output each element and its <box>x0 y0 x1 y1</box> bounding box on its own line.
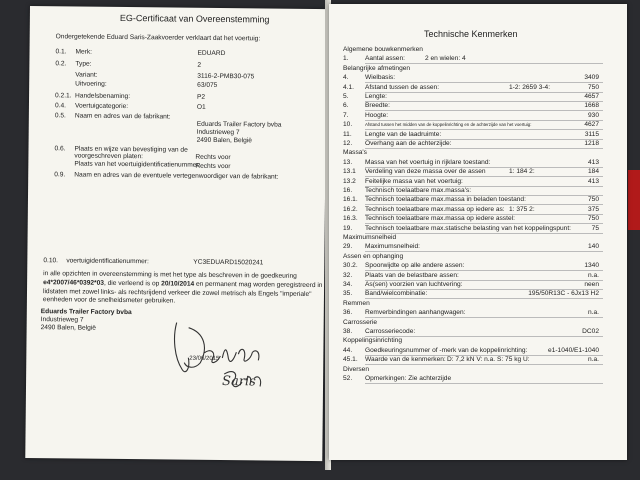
row-detail: 1-2: 2659 3-4: <box>509 83 551 91</box>
row-value: 930 <box>587 111 599 119</box>
row-number: 35. <box>343 290 353 298</box>
background-object <box>628 170 640 230</box>
row-value: n.a. <box>588 309 599 317</box>
row-value: 75 <box>591 224 599 232</box>
row-value: n.a. <box>588 271 599 279</box>
row-label: Afstand tussen het midden van de koppelinrichting en de achterzijde van het voertuig: <box>365 122 532 128</box>
row-label: Aantal assen: <box>365 55 405 63</box>
row-detail: 1: 184 2: <box>509 168 535 176</box>
row-label: Technisch toelaatbare max.massa op iedere as: <box>365 205 505 213</box>
field-value: P2 <box>197 93 206 101</box>
field-label: Voertuigcategorie: <box>74 102 129 111</box>
row-label: Band/wielcombinatie: <box>365 290 428 298</box>
row-number: 29. <box>343 243 353 251</box>
field-value: 63/075 <box>197 81 218 89</box>
row-number: 11. <box>343 130 352 138</box>
row-number: 4. <box>343 74 349 82</box>
dotted-rule <box>365 364 603 365</box>
row-label: Lengte van de laadruimte: <box>365 130 442 138</box>
row-value: 750 <box>587 215 599 223</box>
row-label: Opmerkingen: Zie achterzijde <box>365 375 452 382</box>
row-number: 19. <box>343 224 353 232</box>
field-value: Rechts voor <box>195 153 231 162</box>
section-heading: Carrosserie <box>343 318 378 326</box>
row-value: 750 <box>587 196 599 204</box>
row-value: neen <box>584 281 599 288</box>
row-detail: 1: 375 2: <box>509 205 535 213</box>
field-label: Naam en adres van de fabrikant: <box>74 112 171 121</box>
conformity-text: e4*2007/46*0392*03, die verleend is op 20/10/2014 en permanent mag worden geregistreerd in <box>43 279 323 290</box>
row-label: Technisch toelaatbare max.massa in beladen toestand: <box>365 196 526 204</box>
field-value: Eduards Trailer Factory bvba <box>196 120 282 129</box>
field-label: Merk: <box>75 48 93 56</box>
row-number: 13. <box>343 158 353 166</box>
row-label: Wielbasis: <box>365 74 396 82</box>
manufacturer-address-line1: Industrieweg 7 <box>196 128 240 137</box>
field-value: EDUARD <box>197 49 226 58</box>
certificate-page-left <box>25 6 327 461</box>
row-value: 1340 <box>584 262 599 270</box>
row-value: 750 <box>587 83 599 91</box>
row-number: 32. <box>343 271 353 279</box>
row-number: 4.1. <box>343 83 354 91</box>
row-number: 38. <box>343 328 353 335</box>
handwritten-signature <box>164 307 275 398</box>
conformity-text: eenheden voor de snelheidsmeter gebruiken. <box>42 296 176 305</box>
row-number: 36. <box>343 309 353 317</box>
certificate-page-right <box>329 4 627 460</box>
row-number: 44. <box>343 346 353 354</box>
row-detail: 2 en wielen: 4 <box>425 55 466 63</box>
field-label: Handelsbenaming: <box>75 92 131 101</box>
row-label: Hoogte: <box>365 111 389 119</box>
row-number: 1. <box>343 55 349 63</box>
row-label: Remverbindingen aanhangwagen: <box>365 309 466 317</box>
row-label: Plaats van de belastbare assen: <box>365 271 459 279</box>
row-label: Goedkeuringsnummer of -merk van de koppelinrichting: <box>365 346 528 354</box>
row-value: e1-1040/E1-1040 <box>548 346 599 354</box>
row-number: 52. <box>343 375 353 382</box>
row-value: 413 <box>587 177 599 185</box>
row-number: 16.3. <box>343 215 358 223</box>
field-number: 0.10. <box>43 257 59 265</box>
row-detail: D: 7,2 kN V: n.a. S: 75 kg U: <box>447 356 530 364</box>
signatory-address-line1: Industrieweg 7 <box>40 316 84 324</box>
dotted-rule <box>365 101 603 102</box>
manufacturer-address-line2: 2490 Balen, België <box>196 136 252 145</box>
field-number: 0.9. <box>54 171 66 179</box>
field-number: 0.5. <box>54 112 66 120</box>
row-label: Feitelijke massa van het voertuig: <box>365 177 463 185</box>
signature-date: 23/06/2015 <box>189 355 220 363</box>
field-label: Naam en adres van de eventuele vertegenwoordiger van de fabrikant: <box>74 171 279 181</box>
row-value: DC02 <box>582 328 599 335</box>
row-number: 7. <box>343 111 349 119</box>
row-number: 34. <box>343 281 353 288</box>
dotted-rule <box>365 110 603 111</box>
row-value: 3115 <box>584 130 599 138</box>
row-number: 16.2. <box>343 205 358 213</box>
dotted-rule <box>365 298 603 299</box>
section-heading: Belangrijke afmetingen <box>343 64 411 72</box>
technical-title: Technische Kenmerken <box>424 29 518 39</box>
field-number: 0.6. <box>54 145 66 153</box>
signature-name: Saris <box>221 374 256 390</box>
row-value: 413 <box>587 158 599 166</box>
conformity-text: lidstaten met zowel links- als rechtsrijdend verkeer die zowel metrisch als Engels "imperiale" <box>42 288 312 298</box>
field-label: voorgeschreven platen: <box>74 152 144 161</box>
row-label: As(sen) voorzien van luchtvering: <box>365 281 463 288</box>
row-number: 45.1. <box>343 356 358 364</box>
field-value: 2 <box>197 61 202 69</box>
section-heading: Koppelingsinrichting <box>343 337 403 345</box>
row-value: 375 <box>587 205 599 213</box>
row-label: Waarde van de kenmerken: <box>365 356 446 364</box>
approval-date: 20/10/2014 <box>161 280 195 288</box>
row-number: 13.1 <box>343 168 356 176</box>
section-heading: Massa's <box>343 149 367 157</box>
dotted-rule <box>365 383 603 384</box>
section-heading: Assen en ophanging <box>343 252 404 260</box>
field-number: 0.2.1. <box>55 92 72 100</box>
dotted-rule <box>365 233 603 234</box>
row-value: 1668 <box>584 102 599 110</box>
row-label: Breedte: <box>365 102 390 110</box>
page-title: EG-Certificaat van Overeenstemming <box>119 12 270 25</box>
row-number: 5. <box>343 93 349 100</box>
row-value: 184 <box>587 168 599 176</box>
row-label: Verdeling van deze massa over de assen <box>365 168 486 176</box>
row-number: 6. <box>343 102 349 110</box>
field-number: 0.1. <box>55 48 67 56</box>
row-label: Massa van het voertuig in rijklare toestand: <box>365 158 491 166</box>
row-label: Afstand tussen de assen: <box>365 83 440 91</box>
signatory-company: Eduards Trailer Factory bvba <box>40 308 132 317</box>
field-value: 3116-2-PMB30-075 <box>197 72 255 81</box>
field-value: Rechts voor <box>195 162 231 171</box>
row-number: 30.2. <box>343 262 358 270</box>
row-label: Maximumsnelheid: <box>365 243 420 251</box>
row-number: 10. <box>343 121 353 129</box>
row-label: Technisch toelaatbare max.massa's: <box>365 187 472 194</box>
approval-number: e4*2007/46*0392*03 <box>43 279 105 287</box>
intro-text: Ondergetekende Eduard Saris-Zaakvoerder verklaart dat het voertuig: <box>55 33 261 43</box>
row-value: 195/50R13C - 6Jx13 H2 <box>528 290 599 298</box>
row-label: Carrosseriecode: <box>365 328 416 335</box>
row-value: 4657 <box>584 93 599 100</box>
row-label: Technisch toelaatbare max.statische belasting van het koppelingspunt: <box>365 224 571 232</box>
section-heading: Algemene bouwkenmerken <box>343 46 423 53</box>
vin-value: YC3EDUARD15020241 <box>193 258 264 267</box>
field-label: voertuigidentificatienummer: <box>66 257 149 266</box>
field-label: Uitvoering: <box>75 80 107 88</box>
conformity-text: in alle opzichten in overeenstemming is met het type als beschreven in de goedkeuring <box>43 270 297 280</box>
field-label: Type: <box>75 60 92 68</box>
field-label: Plaats van het voertuigidentificatienummer: <box>74 160 201 169</box>
row-number: 13.2 <box>343 177 356 185</box>
row-label: Technisch toelaatbare max.massa op iedere asstel: <box>365 215 515 223</box>
signatory-address-line2: 2490 Balen, België <box>40 324 97 332</box>
field-number: 0.4. <box>54 102 66 110</box>
dotted-rule <box>365 317 603 318</box>
row-value: 3409 <box>584 74 599 82</box>
row-label: Overhang aan de achterzijde: <box>365 140 452 147</box>
row-value: 140 <box>587 243 599 251</box>
section-heading: Maximumsnelheid <box>343 234 397 241</box>
dotted-rule <box>365 92 603 93</box>
field-number: 0.2. <box>55 60 67 68</box>
row-value: 1218 <box>584 140 599 147</box>
field-label: Variant: <box>75 71 98 79</box>
row-number: 16.1. <box>343 196 358 204</box>
row-value: 4627 <box>584 121 599 129</box>
row-label: Spoorwijdte op alle andere assen: <box>365 262 465 270</box>
row-number: 16. <box>343 187 353 194</box>
field-label: Plaats en wijze van bevestiging van de <box>74 145 188 154</box>
section-heading: Diversen <box>343 365 370 373</box>
dotted-rule <box>365 148 603 149</box>
field-value: O1 <box>196 103 206 111</box>
section-heading: Remmen <box>343 299 370 307</box>
row-label: Lengte: <box>365 93 387 100</box>
row-number: 12. <box>343 140 353 147</box>
row-value: n.a. <box>588 356 599 364</box>
